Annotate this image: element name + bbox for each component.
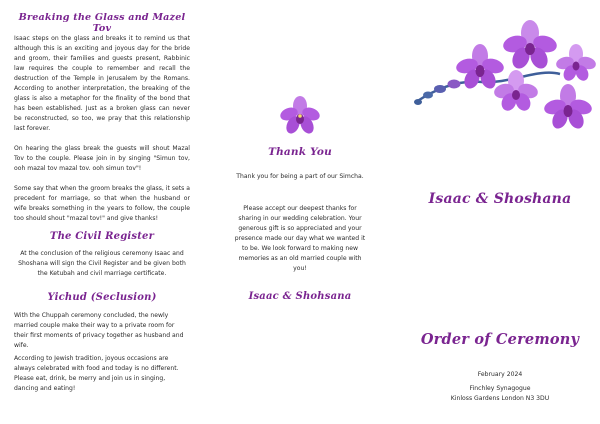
right-panel xyxy=(400,0,600,424)
order-of-ceremony-title: Order of Ceremony xyxy=(420,331,580,348)
some-say-paragraph: Some say that when the groom breaks the glass, it sets a precedent for marriage, so that when the husband or wife breaks something in the years to follow, the couple too should shout "mazal tov!" and give thanks! xyxy=(14,185,190,222)
glass-paragraph: Isaac steps on the glass and breaks it to remind us that although this is an exciting and joyous day for the bride and groom, their families and guests present, Rabbinic law requires the couple to remember and recall the destruction of the Temple in Jerusalem by the Romans. According to another interpretation, the breaking of the glass is also a metaphor for the finality of the bond that has been established. Just as a broken glass can never be reconstructed, so too, we pray that this relationship last forever. xyxy=(14,35,190,132)
orchid-flower-icon xyxy=(278,96,322,136)
middle-panel xyxy=(200,0,400,424)
civil-register-heading: The Civil Register xyxy=(49,231,155,242)
left-panel xyxy=(0,0,200,424)
mazal-tov-paragraph: On hearing the glass break the guests will shout Mazal Tov to the couple. Please join in by singing "Simun tov, ooh mazal tov mazal tov. ooh simun tov"! xyxy=(14,145,190,172)
couple-signature: Isaac & Shohsana xyxy=(248,291,352,302)
civil-register-paragraph: At the conclusion of the religious ceremony Isaac and Shoshana will sign the Civil Register and be given both the Ketubah and civil marriage certificate. xyxy=(18,250,186,277)
yichud-paragraph: With the Chuppah ceremony concluded, the newly married couple make their way to a private room for their first moments of privacy together as husband and wife. xyxy=(14,312,184,349)
glass-heading: Breaking the Glass and Mazel Tov xyxy=(18,12,186,34)
celebration-paragraph: According to Jewish tradition, joyous occasions are always celebrated with food and today is no different. Please eat, drink, be merry and join us in singing, dancing and eating! xyxy=(14,355,179,392)
gratitude-paragraph: Please accept our deepest thanks for sharing in our wedding celebration. Your generous gift is so appreciated and your presence made our day what we wanted it to be. We look forward to making new memories as an old married couple with you! xyxy=(234,205,366,272)
yichud-heading: Yichud (Seclusion) xyxy=(47,292,157,303)
orchid-spray-icon xyxy=(410,20,598,138)
ceremony-date: February 2024 xyxy=(477,371,523,378)
thank-you-paragraph: Thank you for being a part of our Simcha. xyxy=(236,173,364,180)
couple-names-title: Isaac & Shoshana xyxy=(428,191,572,207)
venue-name: Finchley Synagogue xyxy=(469,385,531,392)
thank-you-heading: Thank You xyxy=(268,146,332,158)
venue-address: Kinloss Gardens London N3 3DU xyxy=(450,395,550,402)
